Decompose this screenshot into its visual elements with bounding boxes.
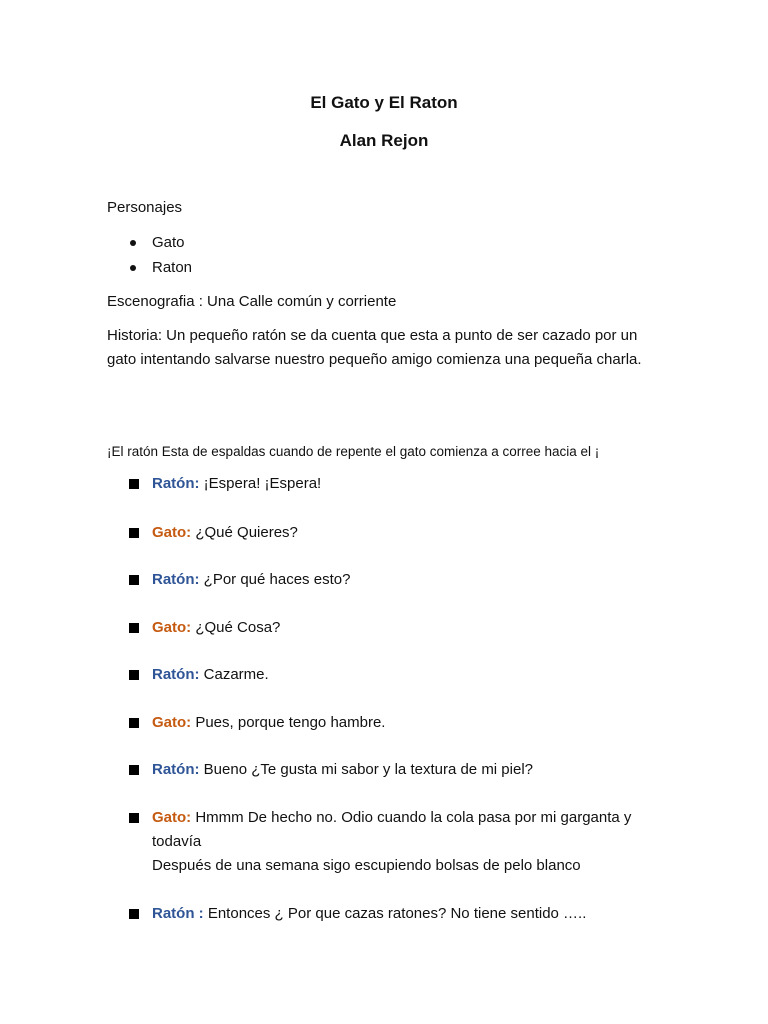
dialogue-text: Bueno ¿Te gusta mi sabor y la textura de mi piel?	[199, 761, 534, 778]
dialogue-text: Entonces ¿ Por que cazas ratones? No tiene sentido …..	[203, 905, 587, 922]
dialogue-text: Hmmm De hecho no. Odio cuando la cola pasa por mi garganta y todavía	[152, 809, 632, 850]
speaker-label: Gato:	[152, 524, 192, 541]
dialogue-text: ¿Qué Quieres?	[191, 524, 298, 541]
dialogue-text-continued: Después de una semana sigo escupiendo bolsas de pelo blanco	[152, 857, 581, 874]
speaker-label: Ratón:	[152, 666, 200, 683]
square-bullet-icon	[129, 909, 139, 919]
document-author: Alan Rejon	[339, 131, 429, 150]
dialogue-text: ¿Qué Cosa?	[191, 619, 281, 636]
speaker-label: Gato:	[152, 619, 192, 636]
square-bullet-icon	[129, 623, 139, 633]
speaker-label: Ratón:	[152, 571, 200, 588]
square-bullet-icon	[129, 528, 139, 538]
square-bullet-icon	[129, 670, 139, 680]
characters-heading: Personajes	[107, 199, 183, 216]
story-summary: Historia: Un pequeño ratón se da cuenta que esta a punto de ser cazado por un gato intentando salvarse nuestro pequeño amigo comienza una pequeña charla.	[107, 327, 642, 368]
bullet-icon	[130, 240, 136, 246]
character-name: Gato	[152, 234, 185, 251]
speaker-label: Gato:	[152, 714, 192, 731]
speaker-label: Gato:	[152, 809, 192, 826]
speaker-label: Ratón:	[152, 761, 200, 778]
dialogue-text: ¡Espera! ¡Espera!	[199, 475, 322, 492]
square-bullet-icon	[129, 765, 139, 775]
square-bullet-icon	[129, 479, 139, 489]
dialogue-text: Pues, porque tengo hambre.	[191, 714, 386, 731]
square-bullet-icon	[129, 575, 139, 585]
character-name: Raton	[152, 259, 193, 276]
speaker-label: Ratón:	[152, 475, 200, 492]
dialogue-text: ¿Por qué haces esto?	[199, 571, 351, 588]
document-title: El Gato y El Raton	[310, 93, 458, 112]
bullet-icon	[130, 265, 136, 271]
speaker-label: Ratón :	[152, 905, 204, 922]
square-bullet-icon	[129, 813, 139, 823]
stage-direction: ¡El ratón Esta de espaldas cuando de repente el gato comienza a corree hacia el ¡	[107, 444, 600, 459]
square-bullet-icon	[129, 718, 139, 728]
dialogue-text: Cazarme.	[199, 666, 269, 683]
scenography: Escenografia : Una Calle común y corriente	[107, 293, 397, 310]
